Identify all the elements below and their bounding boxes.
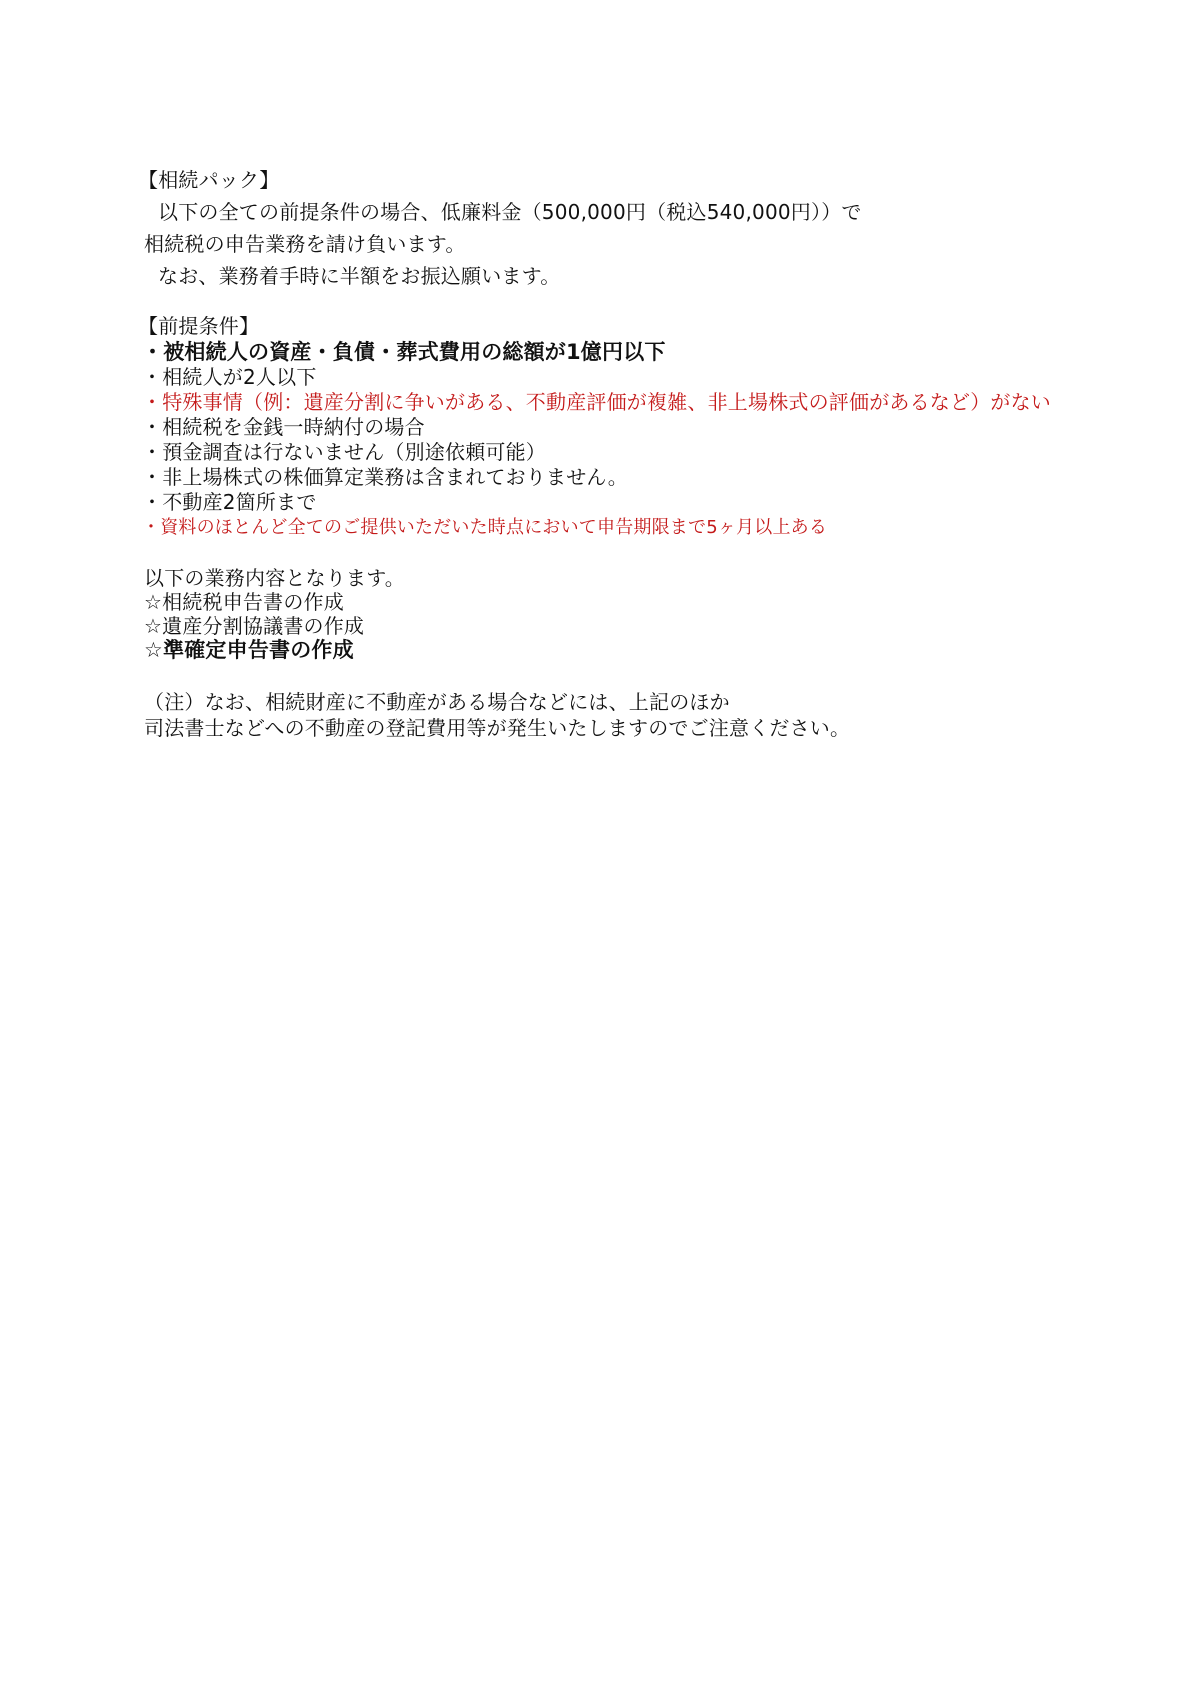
condition-total-assets: ・被相続人の資産・負債・葬式費用の総額が1億円以下 (142, 340, 666, 364)
intro-line-2: 相続税の申告業務を請け負います。 (144, 232, 466, 256)
intro-line-1: 以下の全ての前提条件の場合、低廉料金（500,000円（税込540,000円））で (158, 200, 862, 224)
note-line-2: 司法書士などへの不動産の登記費用等が発生いたしますのでご注意ください。 (144, 716, 851, 740)
condition-deposit-survey: ・預金調査は行ないません（別途依頼可能） (142, 440, 546, 464)
condition-unlisted-stock: ・非上場株式の株価算定業務は含まれておりません。 (142, 465, 628, 489)
condition-deadline: ・資料のほとんど全てのご提供いただいた時点において申告期限まで5ヶ月以上ある (142, 517, 828, 538)
service-final-return: ☆準確定申告書の作成 (144, 638, 354, 662)
service-division-agreement: ☆遺産分割協議書の作成 (144, 614, 365, 638)
condition-payment: ・相続税を金銭一時納付の場合 (142, 415, 425, 439)
note-line-1: （注）なお、相続財産に不動産がある場合などには、上記のほか (144, 690, 730, 714)
intro-line-3: なお、業務着手時に半額をお振込願います。 (158, 264, 561, 288)
condition-special-circumstances: ・特殊事情（例：遺産分割に争いがある、不動産評価が複雑、非上場株式の評価があるなど）がない (142, 390, 1051, 414)
condition-real-estate: ・不動産2箇所まで (142, 490, 317, 514)
conditions-heading: 【前提条件】 (138, 314, 260, 338)
services-intro: 以下の業務内容となります。 (144, 566, 405, 590)
service-tax-return: ☆相続税申告書の作成 (144, 590, 344, 614)
pack-heading: 【相続パック】 (138, 168, 280, 192)
condition-heirs: ・相続人が2人以下 (142, 365, 317, 389)
